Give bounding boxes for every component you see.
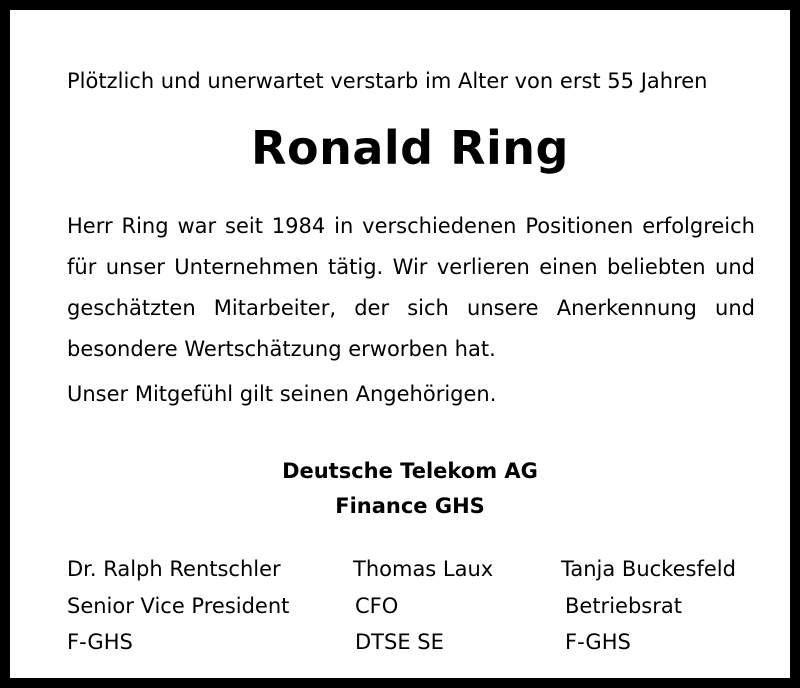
signatory	[353, 551, 493, 661]
deceased-name: Ronald Ring	[251, 121, 569, 175]
signatory	[561, 551, 736, 661]
company-block	[10, 454, 800, 524]
company-division: Finance GHS	[335, 494, 485, 518]
signatory-department: F-GHS	[565, 630, 631, 654]
signatory-name: Thomas Laux	[353, 557, 494, 581]
condolence-text: Unser Mitgefühl gilt seinen Angehörigen.	[67, 382, 497, 406]
signatory-department: DTSE SE	[355, 630, 444, 654]
signatory-name: Tanja Buckesfeld	[561, 557, 736, 581]
signatory-name: Dr. Ralph Rentschler	[67, 557, 281, 581]
company-name: Deutsche Telekom AG	[282, 459, 538, 483]
signatory-title: CFO	[355, 593, 399, 618]
signatory-department: F-GHS	[67, 630, 133, 654]
signatory-title: Senior Vice President	[67, 593, 290, 618]
signatory-title: Betriebsrat	[565, 593, 682, 618]
body-paragraph: Herr Ring war seit 1984 in verschiedenen Positionen erfolgreich für unser Unternehmen tätig. Wir verlieren einen beliebten und geschätzten Mitarbeiter, der sich unsere Anerkennung und besondere Wertschätzung erworben hat.	[67, 214, 755, 361]
intro-text: Plötzlich und unerwartet verstarb im Alter von erst 55 Jahren	[67, 69, 708, 93]
signatory	[67, 551, 289, 661]
